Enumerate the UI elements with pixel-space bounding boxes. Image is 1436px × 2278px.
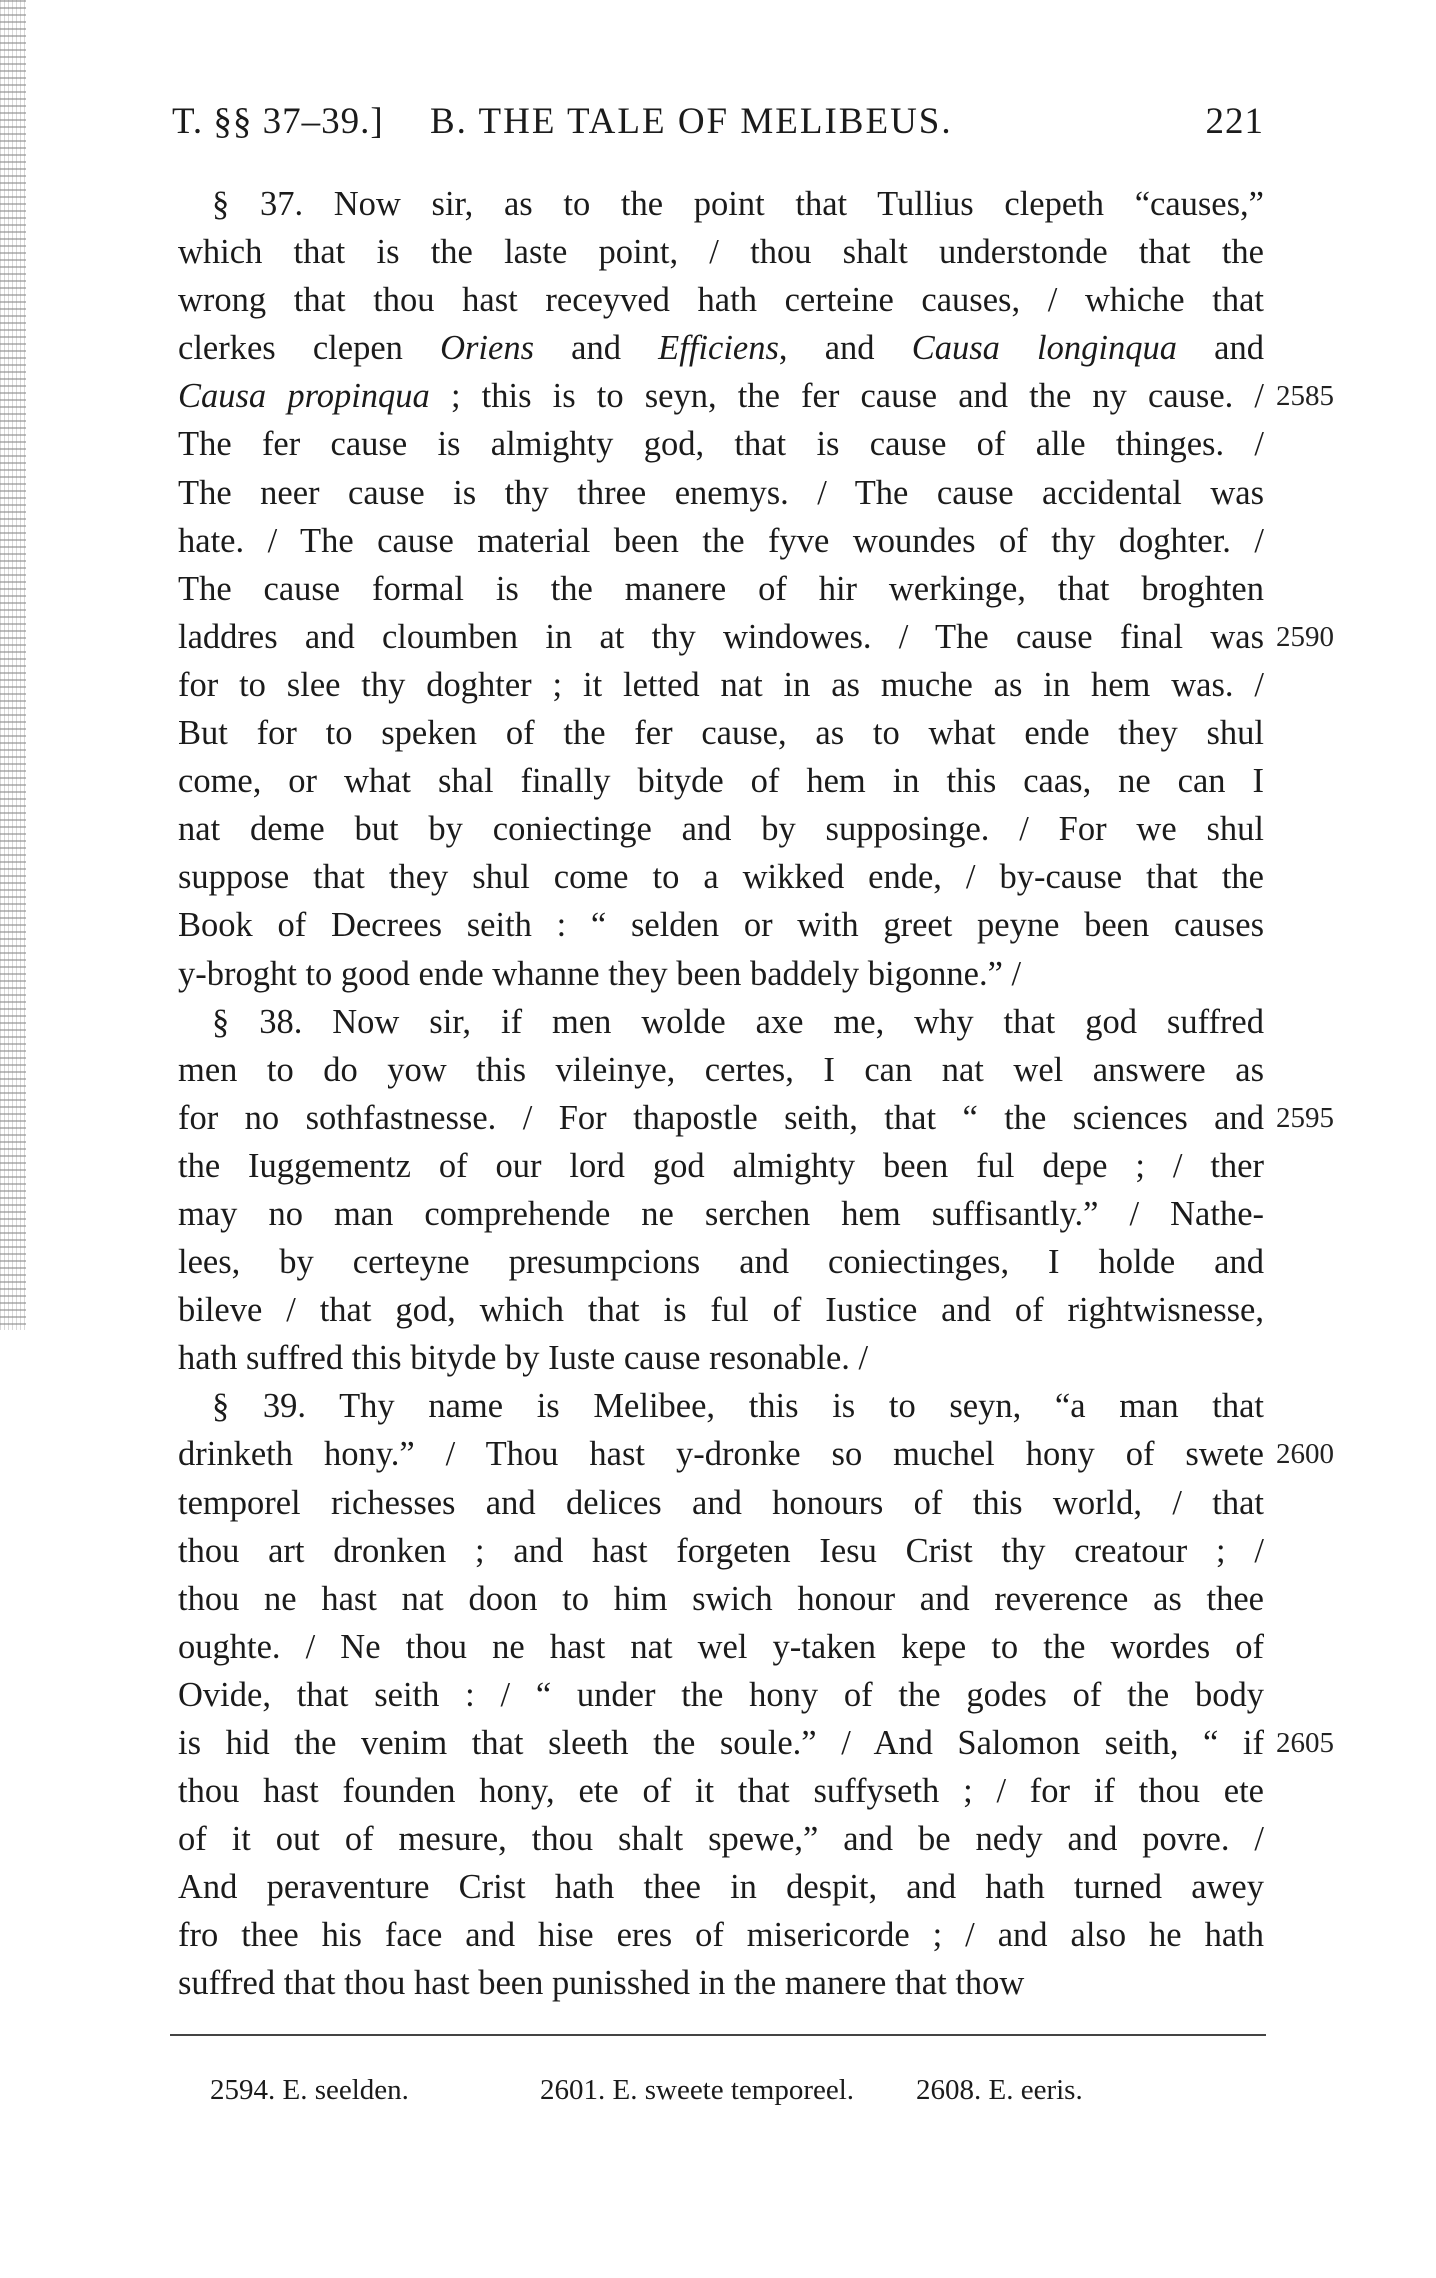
line-number: 2600 (1276, 1438, 1334, 1471)
text-line (178, 1046, 1264, 1094)
line-text: thou ne hast nat doon to him swich honour and reverence as thee (178, 1579, 1264, 1618)
text-line (178, 1671, 1264, 1719)
text-line (178, 1286, 1264, 1334)
line-text: men to do yow this vileinye, certes, I can nat wel answere as (178, 1050, 1264, 1089)
text-line (178, 757, 1264, 805)
text-line (178, 1623, 1264, 1671)
text-line (178, 1142, 1264, 1190)
line-text: hath suffred this bityde by Iuste cause resonable. / (178, 1339, 869, 1378)
line-text: come, or what shal finally bityde of hem in this caas, ne can I (178, 762, 1264, 801)
text-line (178, 998, 1264, 1046)
text-line (178, 805, 1264, 853)
line-text: Causa propinqua ; this is to seyn, the fer cause and the ny cause. / (178, 377, 1265, 416)
text-line (178, 853, 1264, 901)
line-text: The cause formal is the manere of hir werkinge, that broghten (178, 569, 1264, 608)
page-title: B. THE TALE OF MELIBEUS. (430, 101, 953, 142)
text-line (178, 1527, 1264, 1575)
text-line (178, 1959, 1264, 2007)
text-line (178, 1382, 1264, 1430)
line-text: § 39. Thy name is Melibee, this is to seyn, “a man that (212, 1387, 1264, 1426)
text-line (178, 1190, 1264, 1238)
footnote: 2601. E. sweete temporeel. (540, 2074, 855, 2106)
line-text: § 38. Now sir, if men wolde axe me, why that god suffred (212, 1002, 1264, 1041)
line-text: fro thee his face and hise eres of misericorde ; / and also he hath (178, 1916, 1264, 1955)
text-line (178, 613, 1334, 661)
line-text: of it out of mesure, thou shalt spewe,” and be nedy and povre. / (178, 1820, 1264, 1859)
running-header (172, 96, 1264, 156)
line-text: temporel richesses and delices and honours of this world, / that (178, 1483, 1264, 1522)
line-text: thou art dronken ; and hast forgeten Iesu Crist thy creatour ; / (178, 1531, 1264, 1570)
text-line (178, 1767, 1264, 1815)
line-text: The neer cause is thy three enemys. / The cause accidental was (178, 473, 1264, 512)
text-line (178, 1575, 1264, 1623)
footnote: 2608. E. eeris. (916, 2074, 1083, 2106)
line-text: nat deme but by coniectinge and by supposinge. / For we shul (178, 810, 1264, 849)
line-text: thou hast founden hony, ete of it that suffyseth ; / for if thou ete (178, 1772, 1264, 1811)
line-number: 2590 (1276, 620, 1334, 653)
scanned-page-edge (0, 0, 26, 1330)
text-line (178, 324, 1264, 372)
line-text: suffred that thou hast been punisshed in the manere that thow (178, 1964, 1025, 2003)
text-line (178, 1430, 1334, 1478)
line-text: § 37. Now sir, as to the point that Tullius clepeth “causes,” (212, 185, 1264, 223)
line-text: suppose that they shul come to a wikked ende, / by-cause that the (178, 858, 1264, 897)
footnote-rule (170, 2034, 1266, 2036)
line-text: for no sothfastnesse. / For thapostle seith, that “ the sciences and (178, 1098, 1264, 1137)
line-text: oughte. / Ne thou ne hast nat wel y-taken kepe to the wordes of (178, 1627, 1264, 1666)
text-line (178, 901, 1264, 949)
text-line (178, 228, 1264, 276)
line-text: The fer cause is almighty god, that is cause of alle thinges. / (178, 425, 1264, 464)
line-text: drinketh hony.” / Thou hast y-dronke so muchel hony of swete (178, 1435, 1264, 1474)
line-number: 2585 (1276, 380, 1334, 413)
line-text: wrong that thou hast receyved hath certeine causes, / whiche that (178, 281, 1264, 320)
line-text: y-broght to good ende whanne they been baddely bigonne.” / (178, 954, 1022, 993)
line-text: bileve / that god, which that is ful of Iustice and of rightwisnesse, (178, 1291, 1264, 1330)
page-number: 221 (1205, 101, 1264, 142)
line-text: which that is the laste point, / thou shalt understonde that the (178, 233, 1264, 272)
line-text: Ovide, that seith : / “ under the hony of the godes of the body (178, 1675, 1264, 1714)
line-text: is hid the venim that sleeth the soule.” / And Salomon seith, “ if (178, 1724, 1264, 1762)
text-line (178, 420, 1264, 468)
text-line (178, 1334, 1264, 1382)
text-line (178, 372, 1334, 420)
text-line (178, 180, 1264, 228)
text-line (178, 1238, 1264, 1286)
line-number: 2595 (1276, 1101, 1334, 1134)
body-text (178, 180, 1334, 2008)
line-text: Book of Decrees seith : “ selden or with greet peyne been causes (178, 906, 1264, 945)
text-line (178, 709, 1264, 757)
text-line (178, 1863, 1264, 1911)
footnote: 2594. E. seelden. (210, 2074, 409, 2106)
text-line (178, 517, 1264, 565)
line-text: clerkes clepen Oriens and Efficiens, and Causa longinqua and (178, 329, 1264, 368)
line-text: for to slee thy doghter ; it letted nat in as muche as in hem was. / (178, 665, 1264, 704)
text-line (178, 1911, 1264, 1959)
text-line (178, 661, 1264, 709)
text-line (178, 1815, 1264, 1863)
line-text: the Iuggementz of our lord god almighty been ful depe ; / ther (178, 1146, 1264, 1185)
text-line (178, 1719, 1334, 1767)
line-text: laddres and cloumben in at thy windowes. / The cause final was (178, 617, 1264, 656)
text-line (178, 565, 1264, 613)
line-text: lees, by certeyne presumpcions and coniectinges, I holde and (178, 1243, 1264, 1282)
section-reference: T. §§ 37–39.] (172, 101, 384, 142)
line-number: 2605 (1276, 1727, 1334, 1759)
line-text: And peraventure Crist hath thee in despit, and hath turned awey (178, 1868, 1264, 1907)
text-line (178, 1094, 1334, 1142)
text-line (178, 469, 1264, 517)
line-text: hate. / The cause material been the fyve woundes of thy doghter. / (178, 521, 1264, 560)
text-line (178, 276, 1264, 324)
text-line (178, 950, 1264, 998)
line-text: may no man comprehende ne serchen hem suffisantly.” / Nathe- (178, 1194, 1264, 1233)
text-line (178, 1479, 1264, 1527)
line-text: But for to speken of the fer cause, as to what ende they shul (178, 714, 1264, 753)
